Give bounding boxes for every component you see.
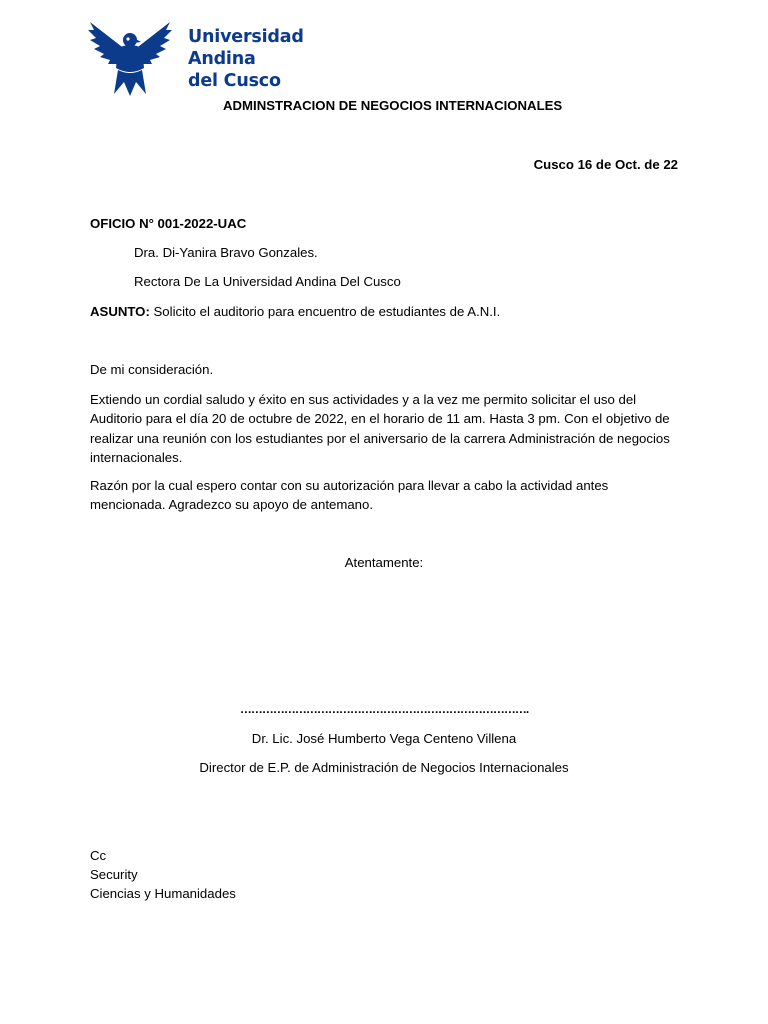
- condor-icon: [88, 16, 172, 98]
- subject-text: Solicito el auditorio para encuentro de estudiantes de A.N.I.: [149, 304, 501, 319]
- subject-line: [90, 302, 500, 321]
- cc-block: [90, 846, 236, 903]
- letter-date: Cusco 16 de Oct. de 22: [533, 157, 678, 172]
- signature-line: …………………………………………………………………….: [239, 702, 529, 716]
- university-name: [188, 26, 304, 92]
- cc-item-ciencias: Ciencias y Humanidades: [90, 886, 236, 901]
- closing: Atentamente:: [344, 555, 424, 570]
- body-paragraph-2: Razón por la cual espero contar con su autorización para llevar a cabo la actividad antes mencionada. Agradezco su apoyo de antemano.: [90, 478, 609, 513]
- signer-name: Dr. Lic. José Humberto Vega Centeno Villena: [251, 731, 517, 746]
- recipient-title: Rectora De La Universidad Andina Del Cusco: [134, 274, 401, 289]
- body-paragraph-1: Extiendo un cordial saludo y éxito en sus actividades y a la vez me permito solicitar el uso del Auditorio para el día 20 de octubre de 2022, en el horario de 11 am. Hasta 3 pm. Con el objetivo de realizar una reunión con los estudiantes por el aniversario de la carrera Administración de negocios internacionales.: [90, 392, 670, 465]
- oficio-number: OFICIO N° 001-2022-UAC: [90, 216, 247, 231]
- subject-label: ASUNTO:: [90, 304, 150, 319]
- cc-item-security: Security: [90, 867, 138, 882]
- university-name-line1: Universidad: [188, 27, 304, 47]
- cc-label: Cc: [90, 848, 107, 863]
- university-logo: [88, 16, 304, 98]
- recipient-name: Dra. Di-Yanira Bravo Gonzales.: [134, 245, 318, 260]
- signer-title: Director de E.P. de Administración de Negocios Internacionales: [199, 760, 569, 775]
- university-name-line3: del Cusco: [188, 71, 281, 91]
- department-heading: ADMINSTRACION DE NEGOCIOS INTERNACIONALES: [223, 98, 563, 113]
- greeting: De mi consideración.: [90, 362, 214, 377]
- university-name-line2: Andina: [188, 49, 256, 69]
